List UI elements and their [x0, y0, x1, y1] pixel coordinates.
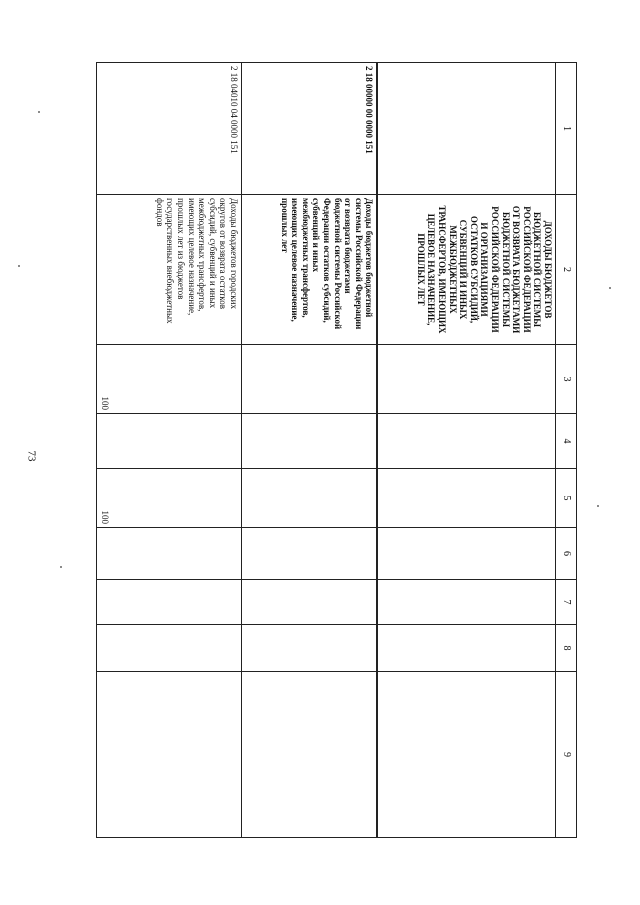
budget-table — [96, 62, 577, 838]
scan-speck — [18, 265, 20, 267]
cell-value — [378, 625, 556, 672]
name-line: от возврата бюджетами — [343, 198, 354, 294]
rotated-table-wrapper — [97, 62, 577, 837]
cell-value — [97, 625, 242, 672]
scan-speck — [38, 111, 40, 113]
cell-value — [378, 528, 556, 580]
name-line: СУБВЕНЦИЙ И ИНЫХ — [458, 219, 469, 320]
name-line: Федерации остатков субсидий, — [322, 198, 333, 323]
row-name — [242, 195, 378, 345]
col-header: 8 — [556, 625, 577, 672]
name-line: системы Российской Федерации — [353, 198, 364, 330]
name-line: имеющих целевое назначение, — [186, 198, 197, 316]
name-line: Доходы бюджетов городских — [229, 198, 239, 309]
table-row — [378, 63, 556, 838]
cell-value — [97, 672, 242, 838]
name-line: субвенций и иных — [311, 198, 322, 272]
cell-value — [242, 345, 378, 414]
row-code: 2 18 00000 00 0000 151 — [242, 63, 378, 195]
row-code — [378, 63, 556, 195]
name-line: БЮДЖЕТНОЙ СИСТЕМЫ — [532, 211, 543, 328]
name-line: ДОХОДЫ БЮДЖЕТОВ — [543, 220, 553, 319]
table-row — [242, 63, 378, 838]
name-line: МЕЖБЮДЖЕТНЫХ — [447, 225, 458, 314]
scan-speck — [597, 505, 599, 507]
name-line: И ОРГАНИЗАЦИЯМИ — [479, 222, 490, 317]
col-header: 4 — [556, 414, 577, 469]
cell-value — [97, 414, 242, 469]
col-header: 3 — [556, 345, 577, 414]
name-line: Доходы бюджетов бюджетной — [364, 198, 375, 318]
name-line: ПРОШЛЫХ ЛЕТ — [415, 233, 426, 306]
cell-value — [242, 580, 378, 625]
name-line: БЮДЖЕТНОЙ СИСТЕМЫ — [500, 211, 511, 328]
name-line: округов от возврата остатков — [218, 198, 229, 309]
name-line: государственных внебюджетных — [165, 198, 176, 324]
cell-value — [378, 345, 556, 414]
page-number: 73 — [25, 450, 38, 462]
cell-value — [242, 672, 378, 838]
scan-speck — [609, 287, 611, 289]
name-line: фондов — [154, 198, 165, 227]
name-line: бюджетной системы Российской — [332, 198, 343, 330]
cell-value — [378, 672, 556, 838]
cell-value — [97, 528, 242, 580]
cell-value: 100 — [97, 345, 242, 414]
cell-value — [378, 414, 556, 469]
name-line: РОССИЙСКОЙ ФЕДЕРАЦИИ — [489, 206, 500, 333]
cell-value — [242, 625, 378, 672]
row-name — [378, 195, 556, 345]
row-name — [97, 195, 242, 345]
col-header: 6 — [556, 528, 577, 580]
table-row — [97, 63, 242, 838]
name-line: ОТ ВОЗВРАТА БЮДЖЕТАМИ — [511, 205, 522, 334]
name-line: прошлых лет — [279, 198, 290, 253]
name-line: межбюджетных трансфертов, — [300, 198, 311, 318]
cell-value — [97, 580, 242, 625]
col-header: 9 — [556, 672, 577, 838]
name-line: имеющих целевое назначение, — [290, 198, 301, 322]
col-header: 2 — [556, 195, 577, 345]
cell-value — [242, 469, 378, 528]
name-line: межбюджетных трансфертов, — [197, 198, 208, 312]
name-line: ОСТАТКОВ СУБСИДИЙ, — [468, 215, 479, 324]
cell-value — [378, 580, 556, 625]
col-header: 7 — [556, 580, 577, 625]
cell-value — [242, 528, 378, 580]
name-line: прошлых лет из бюджетов — [175, 198, 186, 300]
header-row — [556, 63, 577, 838]
col-header: 5 — [556, 469, 577, 528]
name-line: ТРАНСФЕРТОВ, ИМЕЮЩИХ — [436, 205, 447, 334]
cell-value — [378, 469, 556, 528]
name-line: субсидий, субвенций и иных — [207, 198, 218, 309]
cell-value: 100 — [97, 469, 242, 528]
cell-value — [242, 414, 378, 469]
col-header: 1 — [556, 63, 577, 195]
name-line: ЦЕЛЕВОЕ НАЗНАЧЕНИЕ, — [426, 213, 437, 326]
scan-speck — [60, 566, 62, 568]
name-line: РОССИЙСКОЙ ФЕДЕРАЦИИ — [521, 206, 532, 333]
row-code: 2 18 04010 04 0000 151 — [97, 63, 242, 195]
